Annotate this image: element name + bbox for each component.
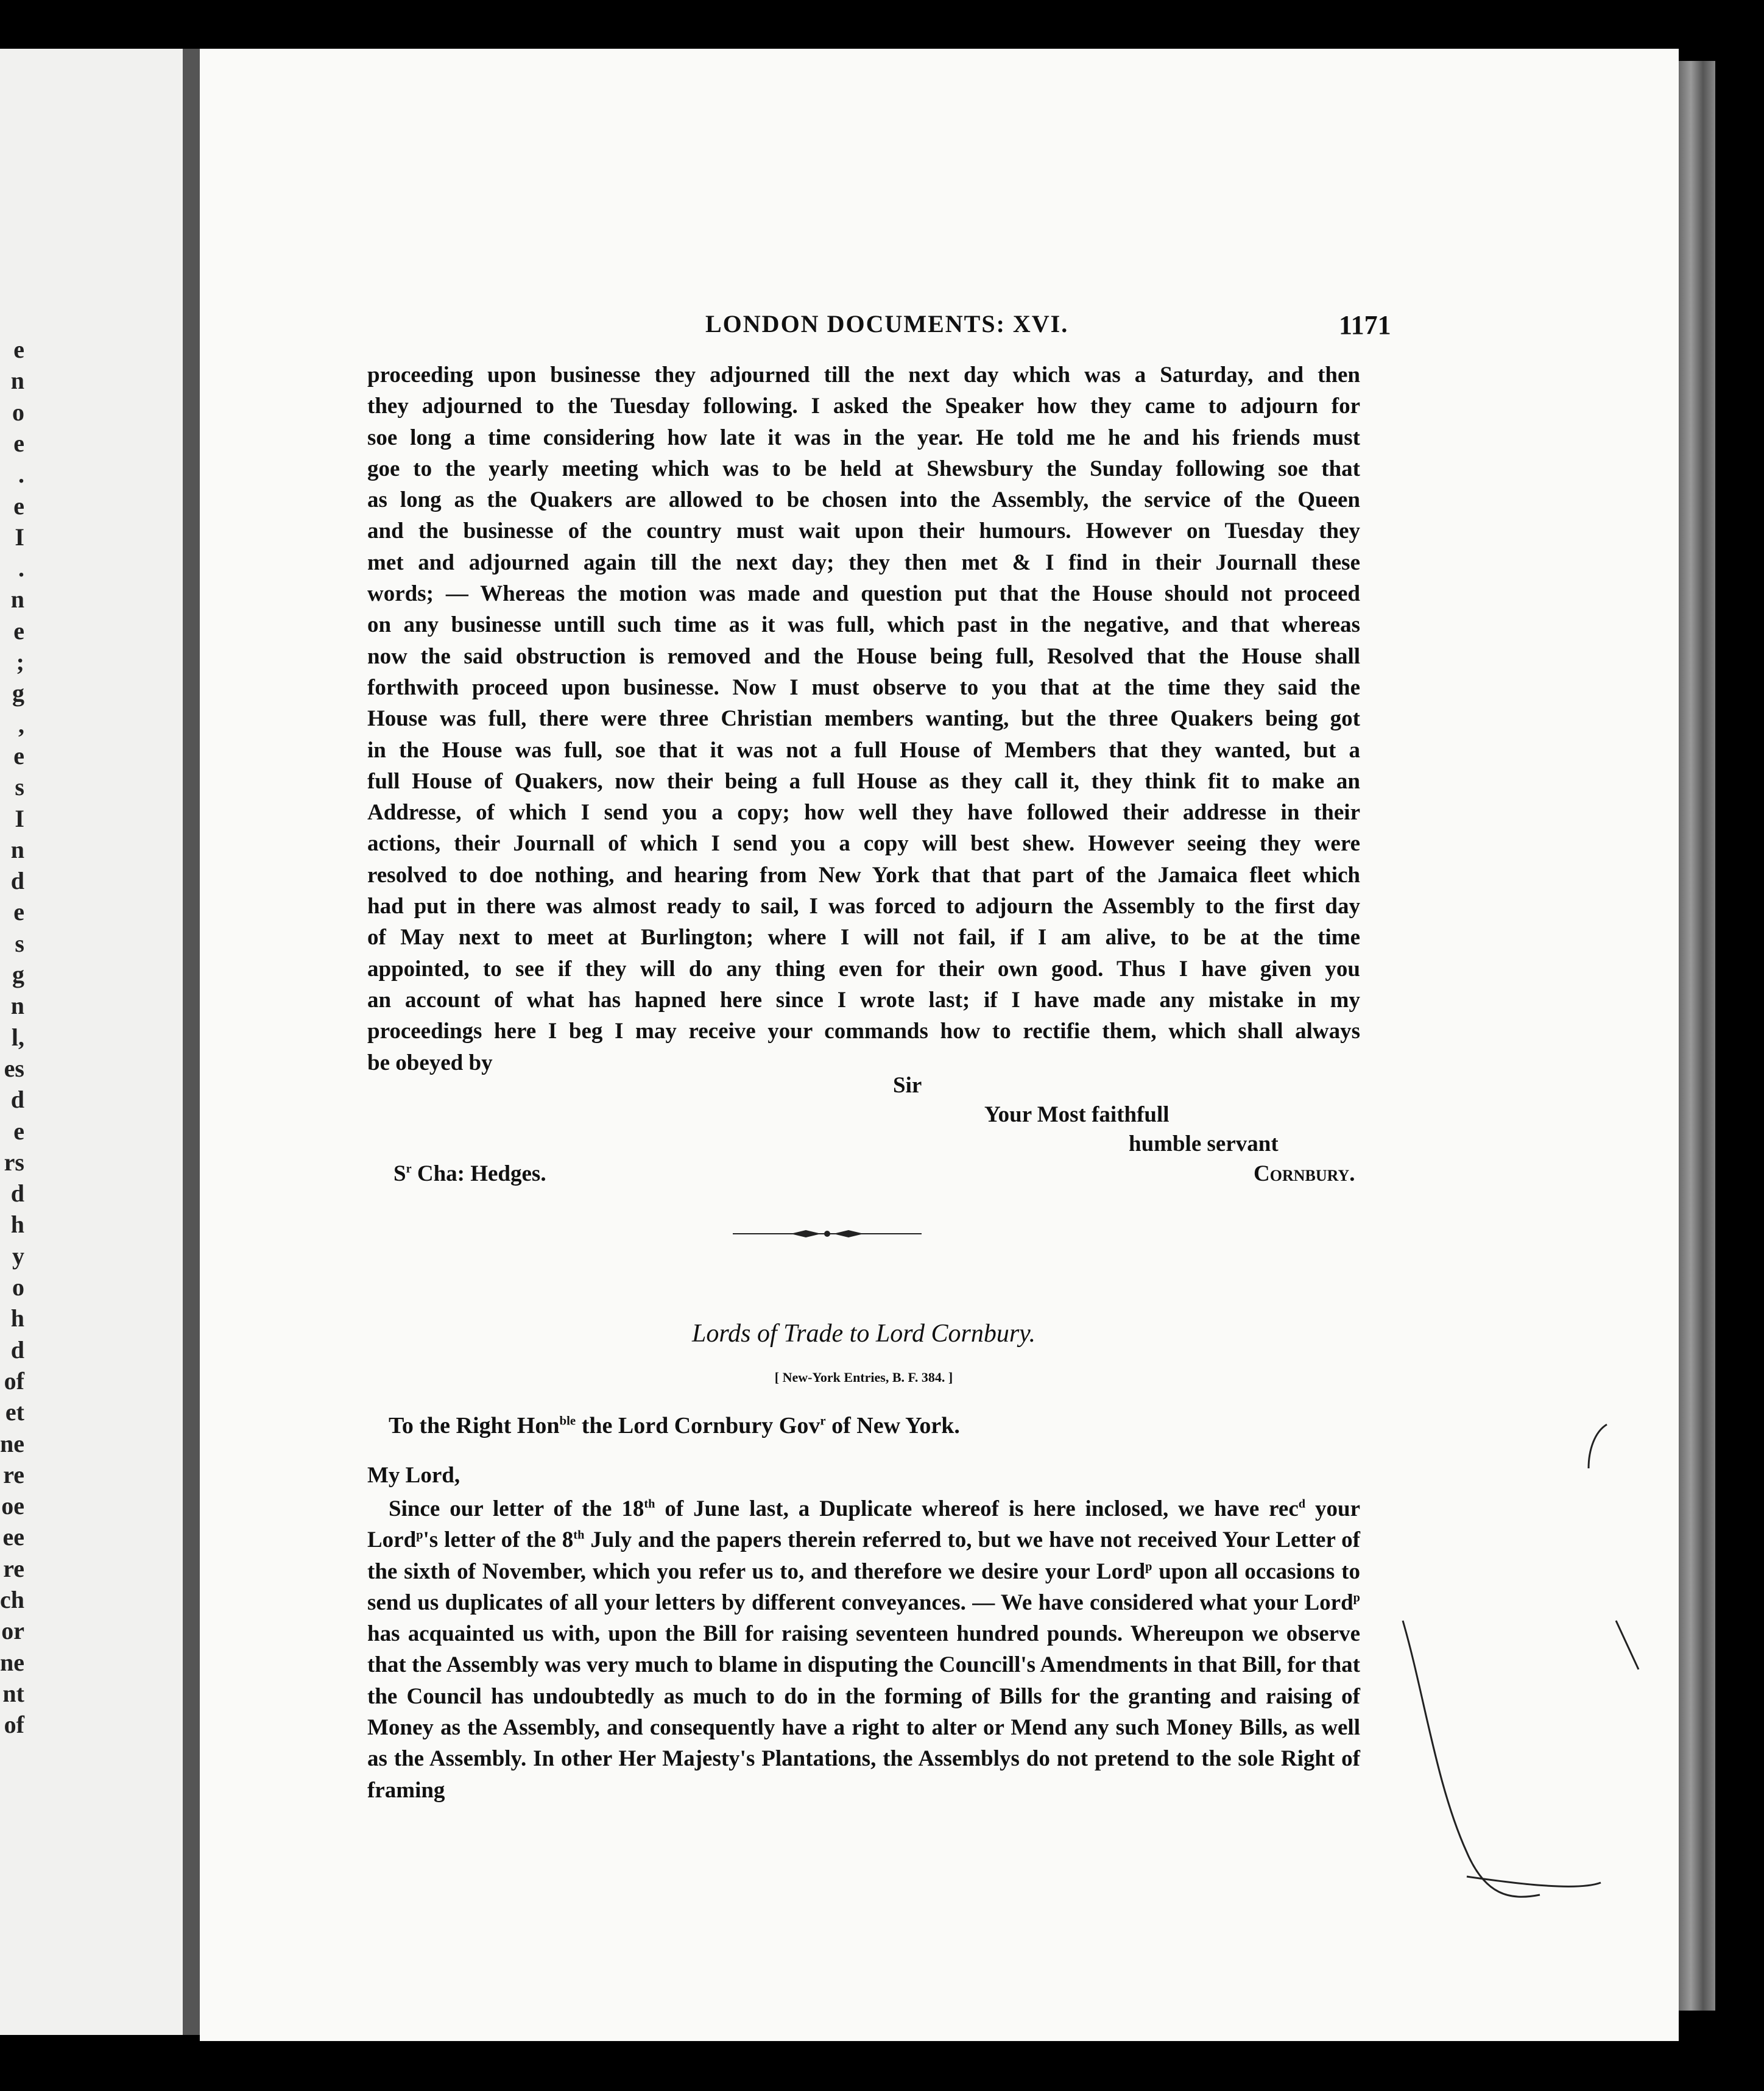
left-edge-letter: or (1, 1617, 24, 1645)
left-edge-letter: e (13, 429, 24, 457)
left-edge-letter: g (12, 961, 24, 988)
left-edge-letter: e (13, 336, 24, 363)
left-edge-letter: o (12, 398, 24, 426)
left-edge-letter: d (10, 1086, 24, 1114)
book-gutter (183, 49, 200, 2035)
left-edge-letter: h (10, 1304, 24, 1332)
left-edge-letter: n (10, 835, 24, 863)
text-line: words; — Whereas the motion was made and question put that the House should not proceed (367, 581, 1360, 607)
text-line: proceedings here I beg I may receive your commands how to rectifie them, which shall always (367, 1019, 1360, 1044)
closing-sir: Sir (893, 1073, 922, 1098)
left-edge-letter: of (4, 1711, 24, 1739)
left-edge-letter: . (18, 461, 24, 489)
left-edge-letter: d (10, 1336, 24, 1364)
text-line: House was full, there were three Christian members wanting, but the three Quakers being got (367, 706, 1360, 732)
left-edge-letter: ne (0, 1429, 24, 1457)
left-edge-letter: of (4, 1367, 24, 1395)
left-edge-letter: , (18, 710, 24, 738)
left-edge-letter: d (10, 1180, 24, 1208)
text-line: on any businesse untill such time as it was full, which past in the negative, and that whereas (367, 612, 1360, 638)
left-edge-letter: e (13, 1117, 24, 1145)
text-line: now the said obstruction is removed and the House being full, Resolved that the House shall (367, 643, 1360, 669)
left-edge-letter: I (15, 523, 24, 551)
text-line: Addresse, of which I send you a copy; how well they have followed their addresse in their (367, 800, 1360, 826)
text-line: resolved to doe nothing, and hearing from New York that that part of the Jamaica fleet which (367, 862, 1360, 888)
text-line: an account of what has hapned here since I wrote last; if I have made any mistake in my (367, 987, 1360, 1013)
letter2-heading: Lords of Trade to Lord Cornbury. (691, 1320, 1036, 1348)
left-edge-letter: s (15, 929, 24, 957)
left-edge-letter: . (18, 554, 24, 582)
text-line: met and adjourned again till the next day; they then met & I find in their Journall these (367, 550, 1360, 575)
text-line: they adjourned to the Tuesday following. I asked the Speaker how they came to adjourn for (367, 394, 1360, 419)
text-line: in the House was full, soe that it was not a full House of Members that they wanted, but a (367, 737, 1360, 763)
page-edge-stack (1679, 61, 1715, 2011)
left-edge-letter: ne (0, 1648, 24, 1676)
text-line: actions, their Journall of which I send you a copy will best shew. However seeing they were (367, 831, 1360, 857)
left-edge-letter: o (12, 1273, 24, 1301)
text-line: had put in there was almost ready to sail, I was forced to adjourn the Assembly to the first day (367, 894, 1360, 919)
pen-marks (200, 49, 1679, 2041)
left-edge-letter: rs (4, 1148, 24, 1176)
left-edge-letter: y (12, 1242, 24, 1270)
signature: Cornbury. (1254, 1161, 1355, 1186)
left-edge-letter: ee (2, 1523, 24, 1551)
left-edge-letter: l, (11, 1023, 24, 1051)
left-edge-letter: es (4, 1054, 24, 1082)
left-edge-letter: n (10, 586, 24, 614)
left-edge-letter: ch (0, 1586, 24, 1613)
left-facing-page (0, 49, 183, 2035)
left-edge-letter: s (15, 773, 24, 801)
left-edge-letter: e (13, 741, 24, 770)
left-edge-letter: re (3, 1554, 24, 1582)
salutation: My Lord, (367, 1463, 460, 1488)
letter2-address: To the Right Hon$^{ble}$ the Lord Cornbury Gov$^r$ of New York. (389, 1413, 960, 1438)
text-line: of May next to meet at Burlington; where I will not fail, if I am alive, to be at the time (367, 925, 1360, 950)
text-line: goe to the yearly meeting which was to be held at Shewsbury the Sunday following soe that (367, 456, 1360, 481)
source-note: [ New-York Entries, B. F. 384. ] (774, 1370, 953, 1385)
letter2-body: Since our letter of the 18th of June last, a Duplicate whereof is here inclosed, we have rec$^d$ your Lord$^p$'s letter of the 8th July and the papers therein referred to, but we have not received Your Letter of the sixth of November, which you refer us to, and therefore we desire your Lord$^p$ upon all occasions to send us duplicates of all your letters by different conveyances. — We have considered what your Lord$^p$ has acquainted us with, upon the Bill for raising seventeen hundred pounds. Whereupon we observe that the Assembly was very much to blame in disputing the Councill's Amendments in that Bill, for that the Council has undoubtedly as much to do in the forming of Bills for the granting and raising of Money as the Assembly, and consequently have a right to alter or Mend any such Money Bills, as well as the Assembly. In other Her Majesty's Plantations, the Assemblys do not pretend to the sole Right of framing (367, 1496, 1361, 1803)
left-edge-letter: ; (16, 648, 24, 676)
left-edge-letter: oe (1, 1492, 24, 1520)
recipient-name: $S^r$ Cha: Hedges. (393, 1161, 546, 1186)
text-line: as long as the Quakers are allowed to be chosen into the Assembly, the service of the Queen (367, 487, 1360, 513)
left-edge-letter: d (10, 867, 24, 895)
left-edge-letter: et (5, 1398, 24, 1426)
text-line: be obeyed by (367, 1050, 493, 1075)
left-edge-letter: n (10, 992, 24, 1020)
left-edge-letter: h (10, 1211, 24, 1239)
left-edge-letter: nt (2, 1679, 24, 1707)
text-line: forthwith proceed upon businesse. Now I must observe to you that at the time they said the (367, 674, 1360, 700)
document-page (200, 49, 1679, 2041)
text-line: full House of Quakers, now their being a full House as they call it, they think fit to make an (367, 768, 1360, 794)
closing-faithfull: Your Most faithfull (984, 1102, 1170, 1127)
text-line: appointed, to see if they will do any thing even for their own good. Thus I have given you (367, 956, 1360, 982)
left-edge-letter: n (10, 367, 24, 395)
left-edge-letter: e (13, 617, 24, 645)
text-line: soe long a time considering how late it was in the year. He told me he and his friends must (367, 425, 1360, 450)
left-edge-letter: re (3, 1460, 24, 1488)
left-edge-letter: e (13, 492, 24, 520)
left-edge-letter: I (15, 804, 24, 832)
page-number: 1171 (1339, 310, 1391, 340)
text-line: and the businesse of the country must wait upon their humours. However on Tuesday they (367, 518, 1360, 544)
left-edge-letter: g (12, 679, 24, 707)
closing-servant: humble servant (1129, 1131, 1279, 1156)
text-line: proceeding upon businesse they adjourned till the next day which was a Saturday, and then (367, 363, 1360, 387)
running-title: LONDON DOCUMENTS: XVI. (705, 310, 1069, 338)
left-edge-letter: e (13, 898, 24, 926)
